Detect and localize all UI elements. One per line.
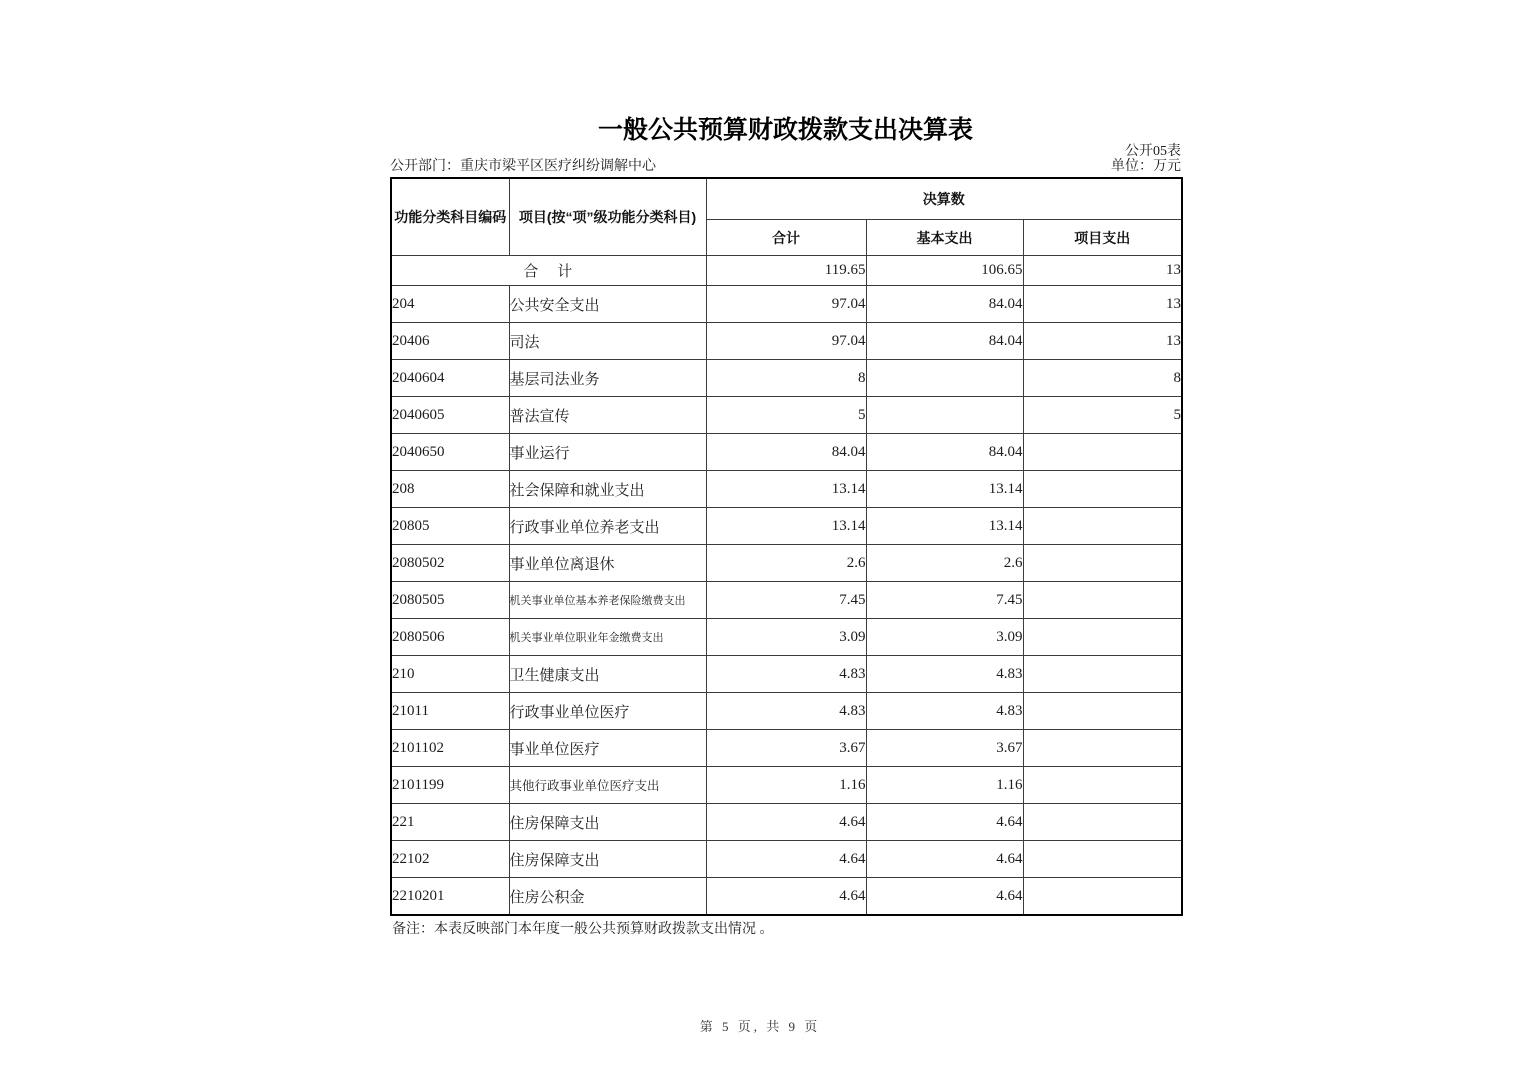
header-item-column: 项目(按“项”级功能分类科目) (509, 178, 706, 256)
row-project-value (1023, 730, 1182, 767)
row-project-value (1023, 656, 1182, 693)
row-item-name: 普法宣传 (509, 397, 706, 434)
table-row (391, 730, 1182, 767)
row-item-name: 基层司法业务 (509, 360, 706, 397)
total-row-project-value: 13 (1023, 256, 1182, 286)
row-basic-value (866, 397, 1023, 434)
row-code: 204 (391, 286, 509, 323)
header-total-column: 合计 (706, 220, 866, 256)
header-project-column: 项目支出 (1023, 220, 1182, 256)
row-total-value: 4.64 (706, 804, 866, 841)
table-row (391, 804, 1182, 841)
row-project-value (1023, 767, 1182, 804)
row-basic-value: 84.04 (866, 286, 1023, 323)
row-project-value (1023, 582, 1182, 619)
row-total-value: 4.64 (706, 878, 866, 916)
row-item-name: 司法 (509, 323, 706, 360)
row-code: 2210201 (391, 878, 509, 916)
total-row-label: 合 计 (391, 256, 706, 286)
row-total-value: 3.09 (706, 619, 866, 656)
row-code: 20805 (391, 508, 509, 545)
row-total-value: 13.14 (706, 508, 866, 545)
row-basic-value: 3.67 (866, 730, 1023, 767)
unit-label: 单位：万元 (1111, 159, 1181, 174)
row-item-name: 行政事业单位养老支出 (509, 508, 706, 545)
footnote: 备注：本表反映部门本年度一般公共预算财政拨款支出情况 。 (392, 922, 774, 937)
page-title: 一般公共预算财政拨款支出决算表 (597, 117, 973, 144)
table-row (391, 360, 1182, 397)
row-project-value (1023, 878, 1182, 916)
row-code: 2101199 (391, 767, 509, 804)
row-project-value (1023, 619, 1182, 656)
row-total-value: 7.45 (706, 582, 866, 619)
table-header-row-1 (391, 178, 1182, 220)
table-row (391, 323, 1182, 360)
row-project-value (1023, 434, 1182, 471)
row-item-name: 事业运行 (509, 434, 706, 471)
table-row (391, 619, 1182, 656)
row-basic-value: 84.04 (866, 434, 1023, 471)
row-item-name: 行政事业单位医疗 (509, 693, 706, 730)
row-total-value: 4.83 (706, 693, 866, 730)
table-row (391, 693, 1182, 730)
row-item-name: 机关事业单位基本养老保险缴费支出 (509, 582, 706, 619)
header-final-accounts-group: 决算数 (706, 178, 1182, 220)
row-project-value (1023, 693, 1182, 730)
row-total-value: 97.04 (706, 286, 866, 323)
row-total-value: 13.14 (706, 471, 866, 508)
row-basic-value: 4.64 (866, 804, 1023, 841)
row-total-value: 5 (706, 397, 866, 434)
row-item-name: 公共安全支出 (509, 286, 706, 323)
table-row (391, 434, 1182, 471)
row-code: 22102 (391, 841, 509, 878)
table-row (391, 656, 1182, 693)
row-code: 208 (391, 471, 509, 508)
row-code: 2040604 (391, 360, 509, 397)
row-code: 2080505 (391, 582, 509, 619)
department-label: 公开部门：重庆市梁平区医疗纠纷调解中心 (390, 159, 656, 174)
row-project-value: 8 (1023, 360, 1182, 397)
table-row (391, 841, 1182, 878)
row-code: 2080506 (391, 619, 509, 656)
table-row (391, 508, 1182, 545)
row-basic-value: 84.04 (866, 323, 1023, 360)
row-code: 221 (391, 804, 509, 841)
row-project-value: 5 (1023, 397, 1182, 434)
row-project-value (1023, 545, 1182, 582)
row-code: 2101102 (391, 730, 509, 767)
row-basic-value: 13.14 (866, 508, 1023, 545)
row-basic-value: 4.83 (866, 656, 1023, 693)
header-code-column: 功能分类科目编码 (391, 178, 509, 256)
row-item-name: 卫生健康支出 (509, 656, 706, 693)
table-total-row (391, 256, 1182, 286)
row-project-value: 13 (1023, 323, 1182, 360)
meta-line (390, 158, 1181, 175)
header-basic-column: 基本支出 (866, 220, 1023, 256)
row-total-value: 8 (706, 360, 866, 397)
row-total-value: 3.67 (706, 730, 866, 767)
table-row (391, 286, 1182, 323)
row-item-name: 住房公积金 (509, 878, 706, 916)
row-item-name: 住房保障支出 (509, 804, 706, 841)
row-total-value: 4.83 (706, 656, 866, 693)
table-row (391, 545, 1182, 582)
row-basic-value: 4.64 (866, 841, 1023, 878)
total-row-total-value: 119.65 (706, 256, 866, 286)
row-project-value (1023, 471, 1182, 508)
row-item-name: 住房保障支出 (509, 841, 706, 878)
row-basic-value (866, 360, 1023, 397)
row-code: 2080502 (391, 545, 509, 582)
row-item-name: 事业单位医疗 (509, 730, 706, 767)
total-row-basic-value: 106.65 (866, 256, 1023, 286)
row-code: 20406 (391, 323, 509, 360)
row-item-name: 社会保障和就业支出 (509, 471, 706, 508)
row-basic-value: 4.83 (866, 693, 1023, 730)
table-row (391, 582, 1182, 619)
table-code-label: 公开05表 (1125, 144, 1181, 159)
row-code: 21011 (391, 693, 509, 730)
row-project-value (1023, 804, 1182, 841)
row-total-value: 84.04 (706, 434, 866, 471)
row-item-name: 事业单位离退休 (509, 545, 706, 582)
row-total-value: 2.6 (706, 545, 866, 582)
page-number: 第 5 页, 共 9 页 (699, 1019, 821, 1034)
row-basic-value: 1.16 (866, 767, 1023, 804)
table-row (391, 878, 1182, 916)
row-basic-value: 3.09 (866, 619, 1023, 656)
row-basic-value: 4.64 (866, 878, 1023, 916)
row-basic-value: 2.6 (866, 545, 1023, 582)
row-project-value (1023, 508, 1182, 545)
row-basic-value: 13.14 (866, 471, 1023, 508)
row-item-name: 其他行政事业单位医疗支出 (509, 767, 706, 804)
row-project-value: 13 (1023, 286, 1182, 323)
budget-table (390, 177, 1183, 916)
row-item-name: 机关事业单位职业年金缴费支出 (509, 619, 706, 656)
row-total-value: 4.64 (706, 841, 866, 878)
row-code: 2040650 (391, 434, 509, 471)
row-project-value (1023, 841, 1182, 878)
table-row (391, 767, 1182, 804)
row-code: 210 (391, 656, 509, 693)
row-total-value: 1.16 (706, 767, 866, 804)
table-row (391, 471, 1182, 508)
row-basic-value: 7.45 (866, 582, 1023, 619)
table-row (391, 397, 1182, 434)
row-total-value: 97.04 (706, 323, 866, 360)
row-code: 2040605 (391, 397, 509, 434)
